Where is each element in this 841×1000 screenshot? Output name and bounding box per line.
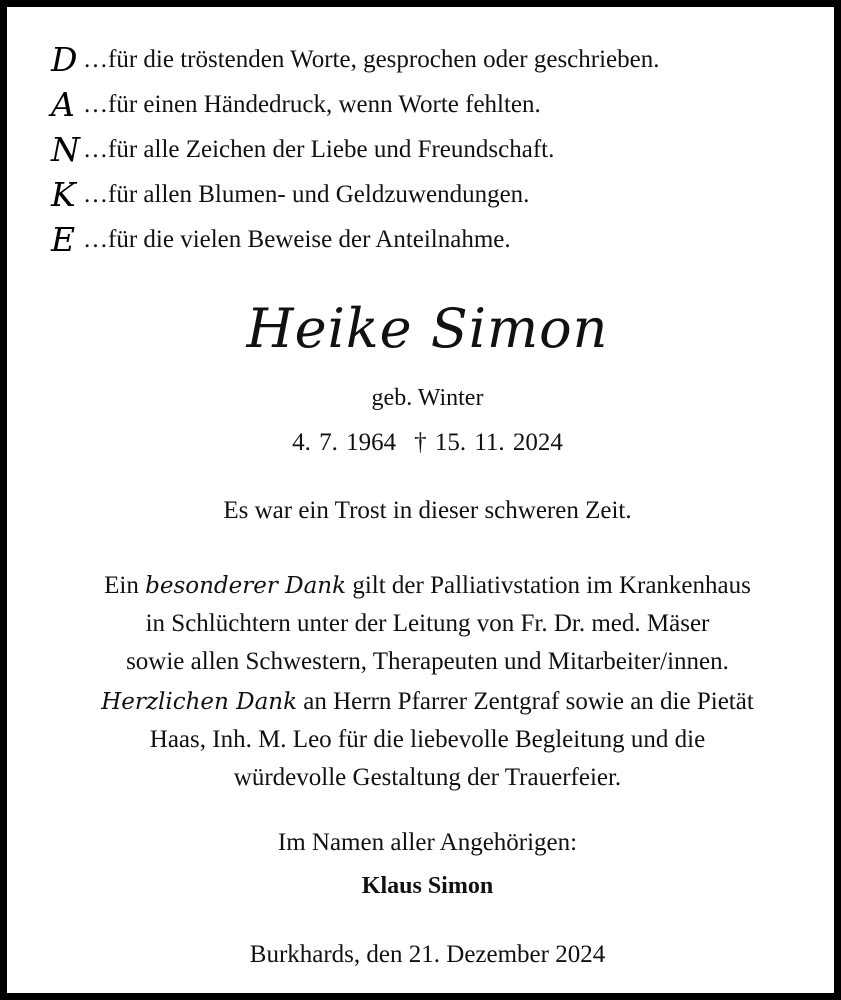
besonderer-dank-accent: besonderer Dank bbox=[145, 573, 347, 599]
danke-text: …für allen Blumen- und Geldzuwendungen. bbox=[83, 181, 530, 208]
danke-row bbox=[51, 82, 811, 127]
thanks-2-line-2: Haas, Inh. M. Leo für die liebevolle Begleitung und die bbox=[149, 726, 706, 753]
herzlichen-dank-accent: Herzlichen Dank bbox=[101, 689, 298, 715]
birth-date: 4. 7. 1964 bbox=[292, 429, 397, 456]
danke-letter: A bbox=[51, 85, 75, 124]
danke-row bbox=[51, 217, 811, 262]
danke-text: …für einen Händedruck, wenn Worte fehlten. bbox=[83, 91, 541, 118]
danke-text: …für die tröstenden Worte, gesprochen oder geschrieben. bbox=[83, 46, 660, 73]
thanks-paragraph-1 bbox=[7, 567, 841, 681]
thanks-1-line-3: sowie allen Schwestern, Therapeuten und Mitarbeiter/innen. bbox=[126, 648, 729, 675]
danke-row bbox=[51, 127, 811, 172]
danke-letter: D bbox=[51, 40, 78, 79]
deceased-name: Heike Simon bbox=[246, 297, 609, 360]
thanks-1-line-1-rest: gilt der Palliativstation im Krankenhaus bbox=[352, 572, 751, 599]
danke-row bbox=[51, 37, 811, 82]
danke-text: …für alle Zeichen der Liebe und Freundschaft. bbox=[83, 136, 555, 163]
thanks-2-line-1 bbox=[7, 683, 841, 721]
signer-name: Klaus Simon bbox=[361, 873, 494, 899]
thanks-paragraph-2 bbox=[7, 683, 841, 797]
trost-line: Es war ein Trost in dieser schweren Zeit. bbox=[223, 497, 632, 524]
danke-row bbox=[51, 172, 811, 217]
thanks-1-pre: Ein bbox=[104, 572, 139, 599]
danke-letter: K bbox=[51, 175, 76, 214]
danke-letter: E bbox=[51, 220, 76, 259]
danke-acrostic bbox=[51, 37, 811, 262]
place-date: Burkhards, den 21. Dezember 2024 bbox=[249, 941, 606, 968]
danke-letter: N bbox=[51, 130, 80, 169]
maiden-name: geb. Winter bbox=[371, 385, 484, 411]
life-dates bbox=[7, 429, 841, 457]
death-date: † 15. 11. 2024 bbox=[414, 429, 563, 456]
thanks-2-line-1-rest: an Herrn Pfarrer Zentgraf sowie an die Pietät bbox=[303, 688, 754, 715]
danke-text: …für die vielen Beweise der Anteilnahme. bbox=[83, 226, 511, 253]
closing-line: Im Namen aller Angehörigen: bbox=[277, 829, 578, 856]
thanks-1-line-1 bbox=[7, 567, 841, 605]
thanks-2-line-3: würdevolle Gestaltung der Trauerfeier. bbox=[233, 764, 622, 791]
thanks-1-line-2: in Schlüchtern unter der Leitung von Fr. Dr. med. Mäser bbox=[145, 610, 710, 637]
